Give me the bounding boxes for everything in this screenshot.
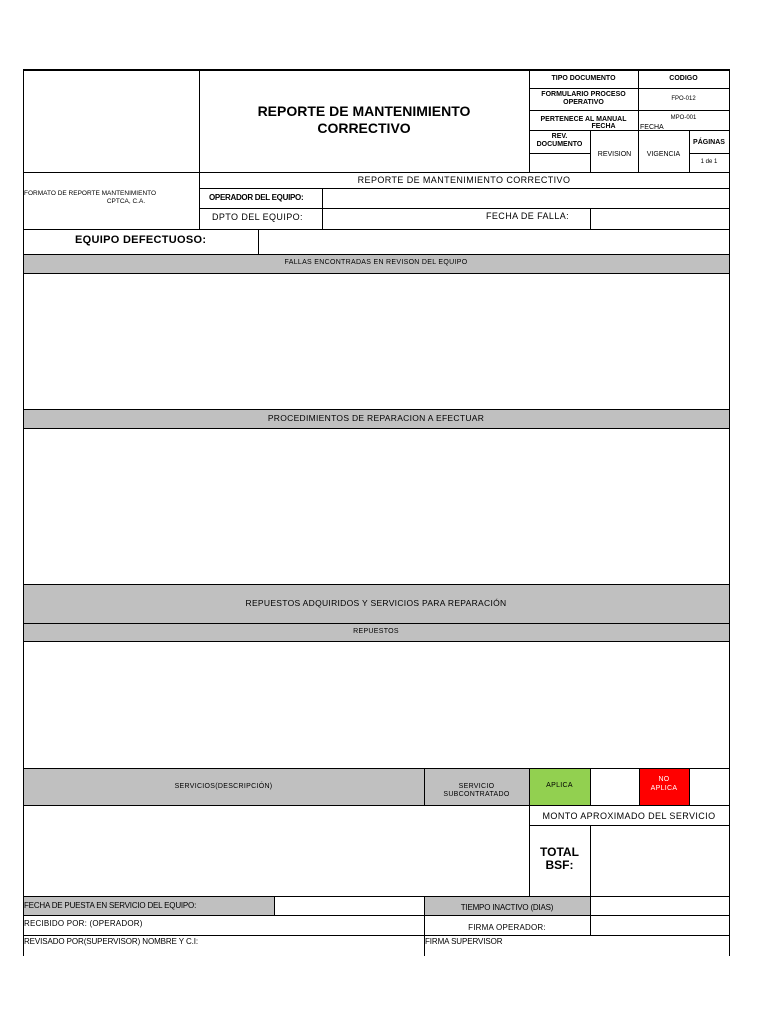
- fallas-textarea[interactable]: [26, 276, 726, 406]
- company-name: [23, 191, 199, 205]
- company-line-1: FORMATO DE REPORTE MANTENIMIENTO: [24, 190, 157, 197]
- equipo-input[interactable]: [262, 235, 722, 249]
- repuestos-textarea[interactable]: [26, 644, 726, 764]
- tipo-documento-label: TIPO DOCUMENTO: [551, 75, 616, 82]
- pertenece-line-1: PERTENECE AL MANUAL: [540, 116, 627, 123]
- total-line-2: BSF:: [545, 858, 574, 872]
- firma-operador-label: FIRMA OPERADOR:: [468, 923, 546, 932]
- no-aplica-line-2: APLICA: [650, 785, 678, 792]
- fecha-puesta-label: FECHA DE PUESTA EN SERVICIO DEL EQUIPO:: [24, 901, 197, 910]
- monto-label: MONTO APROXIMADO DEL SERVICIO: [542, 811, 716, 821]
- manual-value: MPO-001: [670, 115, 697, 121]
- servicio-sub-line-2: SUBCONTRATADO: [443, 791, 510, 798]
- fecha-label: FECHA: [640, 124, 664, 131]
- total-line-1: TOTAL: [540, 845, 579, 859]
- tiempo-inactivo-label: TIEMPO INACTIVO (DIAS): [460, 903, 554, 912]
- dpto-input[interactable]: [325, 213, 475, 225]
- pertenece-line-2: FECHA: [591, 123, 616, 130]
- company-line-2: CPTCA, C.A.: [106, 197, 146, 205]
- servicio-subcontratado-label: [424, 783, 529, 798]
- no-aplica-line-1: NO: [658, 776, 670, 783]
- document-title: [199, 104, 529, 135]
- operador-label: OPERADOR DEL EQUIPO:: [209, 193, 304, 202]
- vigencia-label: VIGENCIA: [646, 151, 681, 158]
- rev-line-2: DOCUMENTO: [536, 141, 583, 148]
- fecha-falla-input[interactable]: [593, 213, 723, 225]
- title-line-2: CORRECTIVO: [317, 120, 411, 136]
- procedimientos-title: PROCEDIMIENTOS DE REPARACION A EFECTUAR: [267, 413, 485, 423]
- revision-label: REVISION: [597, 151, 632, 158]
- fallas-title: FALLAS ENCONTRADAS EN REVISON DEL EQUIPO: [284, 259, 468, 266]
- pertenece-label: [529, 116, 638, 130]
- recibido-label: RECIBIDO POR: (OPERADOR): [24, 919, 143, 928]
- fecha-falla-label: FECHA DE FALLA:: [486, 211, 570, 221]
- formulario-line-1: FORMULARIO PROCESO: [541, 91, 626, 98]
- no-aplica-label[interactable]: [639, 776, 689, 792]
- operador-input[interactable]: [325, 194, 725, 206]
- rev-line-1: REV.: [551, 133, 568, 140]
- repuestos-servicios-title: REPUESTOS ADQUIRIDOS Y SERVICIOS PARA REPARACIÓN: [245, 598, 507, 608]
- codigo-value: FPO-012: [671, 96, 696, 102]
- revisado-label: REVISADO POR(SUPERVISOR) NOMBRE Y C.I:: [24, 937, 199, 946]
- total-label: [529, 846, 590, 871]
- formulario-line-2: OPERATIVO: [563, 99, 604, 106]
- rev-documento-label: [529, 133, 590, 148]
- equipo-label: EQUIPO DEFECTUOSO:: [75, 234, 207, 246]
- repuestos-title: REPUESTOS: [353, 628, 399, 635]
- firma-supervisor-label: FIRMA SUPERVISOR: [425, 937, 503, 946]
- procedimientos-textarea[interactable]: [26, 431, 726, 581]
- paginas-label: PÁGINAS: [693, 139, 725, 146]
- title-line-1: REPORTE DE MANTENIMIENTO: [257, 103, 471, 119]
- codigo-label: CODIGO: [669, 75, 698, 82]
- total-input[interactable]: [592, 828, 727, 894]
- form-subtitle: REPORTE DE MANTENIMIENTO CORRECTIVO: [357, 175, 571, 185]
- formulario-label: [529, 91, 638, 106]
- servicios-title: SERVICIOS(DESCRIPCIÓN): [174, 783, 273, 790]
- paginas-value: 1 de 1: [700, 159, 718, 165]
- servicios-textarea[interactable]: [26, 808, 526, 894]
- servicio-sub-line-1: SERVICIO: [458, 783, 495, 790]
- aplica-label[interactable]: APLICA: [546, 782, 573, 789]
- dpto-label: DPTO DEL EQUIPO:: [212, 212, 303, 222]
